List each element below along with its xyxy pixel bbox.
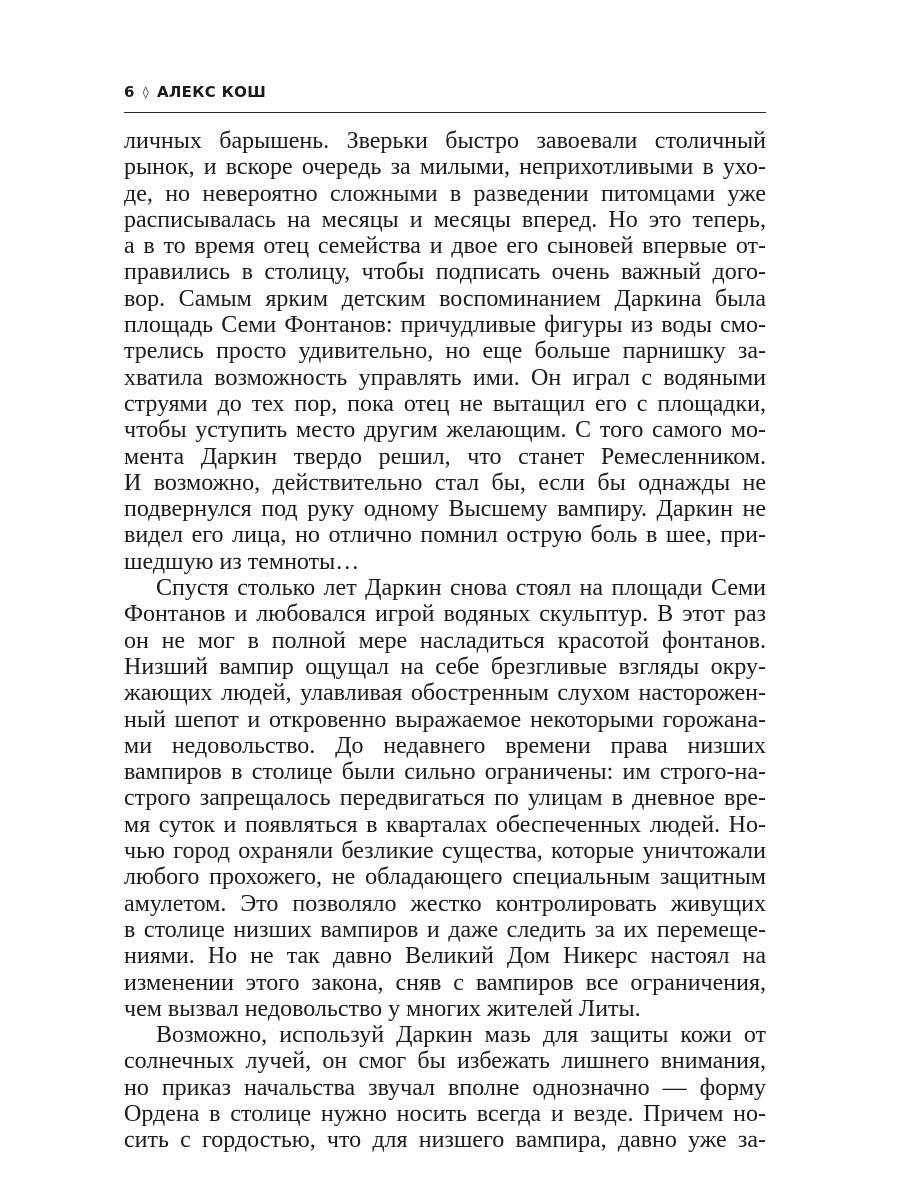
text-line: ниями. Но не так давно Великий Дом Никерс настоял на [124,943,766,970]
text-line: шедшую из темноты… [124,548,360,575]
text-line: строго запрещалось передвигаться по улицам в дневное вре- [124,785,766,812]
text-line: ный шепот и откровенно выражаемое некоторыми горожана- [124,706,766,733]
text-line: подвернулся под руку одному Высшему вампиру. Даркин не [124,496,766,523]
text-line: мя суток и появляться в кварталах обеспеченных людей. Но- [124,811,766,838]
text-line: хватила возможность управлять ими. Он играл с водяными [124,364,766,391]
text-line: вор. Самым ярким детским воспоминанием Даркина была [124,285,766,312]
text-line: но приказ начальства звучал вполне однозначно — форму [124,1074,766,1101]
text-line: Фонтанов и любовался игрой водяных скульптур. В этот раз [124,601,766,628]
text-line: а в то время отец семейства и двое его сыновей впервые от- [124,233,766,260]
text-line: площадь Семи Фонтанов: причудливые фигуры из воды смо- [124,312,766,339]
text-line: чем вызвал недовольство у многих жителей Литы. [124,995,641,1022]
text-line: чью город охраняли безликие существа, которые уничтожали [124,838,766,865]
text-line: чтобы уступить место другим желающим. С того самого мо- [124,417,766,444]
header-separator: ◊ [142,84,149,99]
text-line: вампиров в столице были сильно ограничены: им строго-на- [124,759,766,786]
running-header [124,82,766,108]
text-line: он не мог в полной мере насладиться красотой фонтанов. [124,627,766,654]
paragraph [124,1022,766,1153]
text-line: Спустя столько лет Даркин снова стоял на площади Семи [156,575,766,602]
text-line: в столице низших вампиров и даже следить за их перемеще- [124,916,766,943]
text-line: Ордена в столице нужно носить всегда и везде. Причем но- [124,1100,766,1127]
text-line: правились в столицу, чтобы подписать очень важный дого- [124,259,766,286]
text-line: Низший вампир ощущал на себе брезгливые взгляды окру- [124,653,766,680]
text-line: личных барышень. Зверьки быстро завоевали столичный [124,128,766,154]
paragraph [124,128,766,575]
paragraph [124,575,766,1022]
body-text [124,128,766,1154]
text-line: амулетом. Это позволяло жестко контролировать живущих [124,890,766,917]
header-rule [124,112,766,113]
text-line: видел его лица, но отлично помнил острую боль в шее, при- [124,522,766,549]
text-line: солнечных лучей, он смог бы избежать лишнего внимания, [124,1048,766,1075]
author-name: АЛЕКС КОШ [156,82,267,101]
text-line: расписывалась на месяцы и месяцы вперед. Но это теперь, [124,206,766,233]
text-line: струями до тех пор, пока отец не вытащил его с площадки, [124,390,766,417]
page-number: 6 [124,82,135,101]
text-line: жающих людей, улавливая обостренным слухом насторожен- [124,680,766,707]
text-line: де, но невероятно сложными в разведении питомцами уже [124,180,766,207]
text-line: трелись просто удивительно, но еще больше парнишку за- [124,338,766,365]
text-line: мента Даркин твердо решил, что станет Ремесленником. [124,443,766,470]
text-line: Возможно, используй Даркин мазь для защиты кожи от [156,1022,766,1049]
text-line: изменении этого закона, сняв с вампиров все ограничения, [124,969,766,996]
text-line: сить с гордостью, что для низшего вампира, давно уже за- [124,1127,766,1154]
text-line: И возможно, действительно стал бы, если бы однажды не [124,469,766,496]
text-line: рынок, и вскоре очередь за милыми, неприхотливыми в ухо- [124,154,766,181]
text-line: любого прохожего, не обладающего специальным защитным [124,864,766,891]
text-line: ми недовольство. До недавнего времени права низших [124,732,766,759]
